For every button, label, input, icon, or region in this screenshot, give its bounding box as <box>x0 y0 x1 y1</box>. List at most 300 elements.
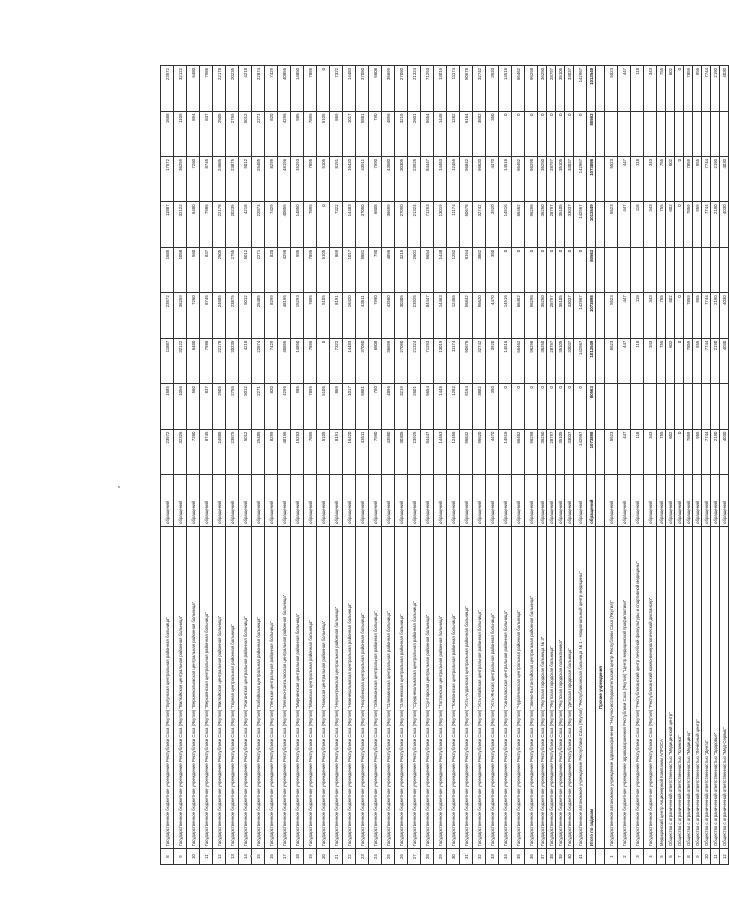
unit-cell: обращений <box>395 475 408 527</box>
value-cell: 7260 <box>187 156 200 201</box>
value-cell <box>666 384 675 429</box>
value-cell: 447 <box>618 202 631 247</box>
table-row <box>666 66 675 865</box>
value-cell <box>618 384 631 429</box>
value-cell: 28797 <box>547 156 556 201</box>
value-cell: 142967 <box>574 338 587 383</box>
row-number-cell: 37 <box>538 849 547 865</box>
value-cell: 36250 <box>538 293 547 338</box>
value-cell: 2505 <box>213 111 226 156</box>
table-row <box>434 66 447 865</box>
value-cell <box>675 247 684 292</box>
unit-cell: обращений <box>239 475 252 527</box>
row-number-cell: 10 <box>702 849 711 865</box>
value-cell <box>596 66 605 112</box>
value-cell: 2505 <box>213 247 226 292</box>
value-cell: 5105 <box>317 247 330 292</box>
institution-name-cell: Государственное бюджетное учреждение Республики Саха (Якутия) "Эвено-Бытантайская центральная районная больница" <box>525 526 538 848</box>
value-cell: 2190 <box>711 156 720 201</box>
value-cell: 350 <box>486 247 499 292</box>
value-cell: 0 <box>675 338 684 383</box>
value-cell: 5012 <box>239 384 252 429</box>
value-cell: 1448 <box>434 384 447 429</box>
row-number-cell: 35 <box>512 849 525 865</box>
table-row <box>239 66 252 865</box>
value-cell: 2271 <box>252 384 265 429</box>
value-cell: 4218 <box>239 66 252 112</box>
value-cell <box>693 111 702 156</box>
value-cell: 8745 <box>200 429 213 474</box>
value-cell: 118 <box>631 293 644 338</box>
value-cell: 96298 <box>525 202 538 247</box>
row-number-cell: 2 <box>618 849 631 865</box>
table-row <box>226 66 239 865</box>
unit-cell: обращений <box>460 475 473 527</box>
value-cell: 5523 <box>605 66 618 112</box>
unit-cell: обращений <box>408 475 421 527</box>
value-cell: 5012 <box>239 111 252 156</box>
value-cell: 1017 <box>343 384 356 429</box>
value-cell: 7859 <box>684 429 693 474</box>
value-cell: 2190 <box>711 202 720 247</box>
value-cell: 955 <box>693 202 702 247</box>
value-cell: 2271 <box>252 111 265 156</box>
value-cell: 8745 <box>200 156 213 201</box>
table-row <box>382 66 395 865</box>
value-cell: 16420 <box>343 156 356 201</box>
value-cell: 7895 <box>304 156 317 201</box>
table-row <box>395 66 408 865</box>
value-cell: 837 <box>200 247 213 292</box>
institution-name-cell: Государственное бюджетное учреждение Республики Саха (Якутия) "Сунтарская центральная районная больница" <box>421 526 434 848</box>
institution-name-cell: Государственное бюджетное учреждение Республики Саха (Якутия) "Томпонская центральная районная больница" <box>447 526 460 848</box>
value-cell: 447 <box>618 66 631 112</box>
value-cell: 13019 <box>434 338 447 383</box>
value-cell: 955 <box>693 66 702 112</box>
table-row <box>473 66 486 865</box>
value-cell: 33037 <box>565 156 574 201</box>
value-cell: 66462 <box>512 156 525 201</box>
value-cell: 56842 <box>460 293 473 338</box>
value-cell: 33037 <box>565 66 574 112</box>
value-cell: 6608 <box>369 66 382 112</box>
value-cell: 84447 <box>421 293 434 338</box>
table-row <box>556 66 565 865</box>
institution-name-cell: Государственное бюджетное учреждение Республики Саха (Якутия) "Оленекская центральная районная больница" <box>395 526 408 848</box>
value-cell <box>596 429 605 474</box>
value-cell: 32742 <box>473 66 486 112</box>
value-cell: 32122 <box>174 66 187 112</box>
value-cell: 4470 <box>486 156 499 201</box>
value-cell: 37050 <box>356 66 369 112</box>
value-cell: 560 <box>187 247 200 292</box>
unit-cell: обращений <box>565 475 574 527</box>
unit-cell: обращений <box>587 475 596 527</box>
value-cell: 15293 <box>291 293 304 338</box>
unit-cell: обращений <box>421 475 434 527</box>
value-cell: 2505 <box>213 384 226 429</box>
value-cell: 0 <box>512 384 525 429</box>
table-row <box>538 66 547 865</box>
value-cell: 7990 <box>369 429 382 474</box>
value-cell: 36699 <box>382 202 395 247</box>
value-cell: 5654 <box>421 384 434 429</box>
value-cell: 7429 <box>265 338 278 383</box>
value-cell: 35105 <box>556 202 565 247</box>
table-row <box>447 66 460 865</box>
row-number-cell: 4 <box>644 849 657 865</box>
value-cell: 7744 <box>702 338 711 383</box>
institution-name-cell: Общество с ограниченной ответственностью "Здоровье" <box>711 526 720 848</box>
value-cell: 14483 <box>343 338 356 383</box>
row-number-cell: 38 <box>547 849 556 865</box>
institution-name-cell: Государственное бюджетное учреждение Республики Саха (Якутия) "Республиканский центр лечебной физкультуры и спортивной медицины" <box>631 526 644 848</box>
value-cell: 96620 <box>473 429 486 474</box>
value-cell: 0 <box>525 111 538 156</box>
value-cell: 5012 <box>239 293 252 338</box>
value-cell: 2271 <box>252 247 265 292</box>
value-cell: 602 <box>666 429 675 474</box>
institution-name-cell: Государственное бюджетное учреждение Республики Саха (Якутия) "Усть-Янская центральная районная больница" <box>486 526 499 848</box>
value-cell: 0 <box>574 384 587 429</box>
value-cell: 7859 <box>684 293 693 338</box>
value-cell: 12456 <box>447 429 460 474</box>
value-cell: 22178 <box>213 338 226 383</box>
value-cell: 350 <box>486 384 499 429</box>
row-number-cell: 15 <box>252 849 265 865</box>
value-cell: 0 <box>499 247 512 292</box>
value-cell: 820 <box>265 247 278 292</box>
value-cell: 142967 <box>574 202 587 247</box>
value-cell: 14516 <box>499 202 512 247</box>
unit-cell: обращений <box>711 475 720 527</box>
value-cell: 11174 <box>447 338 460 383</box>
row-number-cell: 21 <box>330 849 343 865</box>
value-cell <box>657 111 666 156</box>
value-cell: 22874 <box>252 338 265 383</box>
institution-name-cell: Государственное бюджетное учреждение Республики Саха (Якутия) "Якутская городская больница" <box>547 526 556 848</box>
row-number-cell: 23 <box>356 849 369 865</box>
value-cell: 5654 <box>421 111 434 156</box>
institution-name-cell: Общество с ограниченной ответственностью "Медицинский центр" <box>666 526 675 848</box>
value-cell: 5105 <box>317 293 330 338</box>
value-cell: 118 <box>631 338 644 383</box>
institution-name-cell: Государственное бюджетное учреждение Республики Саха (Якутия) "Булунская центральная районная больница" <box>161 526 174 848</box>
value-cell: 96298 <box>525 156 538 201</box>
unit-cell: обращений <box>512 475 525 527</box>
value-cell: 7744 <box>702 429 711 474</box>
value-cell: 1282 <box>447 384 460 429</box>
row-number-cell: 16 <box>265 849 278 865</box>
table-row <box>644 66 657 865</box>
value-cell: 4030 <box>720 293 729 338</box>
value-cell: 48196 <box>278 429 291 474</box>
data-table <box>160 65 729 865</box>
value-cell: 1017 <box>343 247 356 292</box>
value-cell <box>711 111 720 156</box>
value-cell: 27090 <box>395 202 408 247</box>
value-cell: 5523 <box>605 202 618 247</box>
value-cell: 40855 <box>278 66 291 112</box>
unit-cell: обращений <box>278 475 291 527</box>
value-cell <box>596 384 605 429</box>
value-cell: 5523 <box>605 156 618 201</box>
value-cell: 5881 <box>356 384 369 429</box>
value-cell: 985 <box>291 384 304 429</box>
value-cell: 755 <box>657 338 666 383</box>
institution-name-cell: Государственное бюджетное учреждение Республики Саха (Якутия) "Усть-Алданская центральная районная больница" <box>460 526 473 848</box>
row-number-cell: 9 <box>174 849 187 865</box>
unit-cell: обращений <box>356 475 369 527</box>
value-cell: 80563 <box>587 111 596 156</box>
row-number-cell <box>587 849 596 865</box>
institution-name-cell: Государственное бюджетное учреждение Республики Саха (Якутия) "Среднеколымская центральная районная больница" <box>408 526 421 848</box>
value-cell <box>605 247 618 292</box>
institution-name-cell: Общество с ограниченной ответственностью "Дента" <box>702 526 711 848</box>
value-cell: 118 <box>631 429 644 474</box>
value-cell: 14463 <box>434 429 447 474</box>
value-cell: 5523 <box>605 338 618 383</box>
value-cell: 28797 <box>547 202 556 247</box>
table-row <box>421 66 434 865</box>
row-number-cell: 28 <box>421 849 434 865</box>
institution-name-cell: Государственное бюджетное учреждение Республики Саха (Якутия) "Таттинская центральная районная больница" <box>434 526 447 848</box>
value-cell: 5105 <box>317 384 330 429</box>
value-cell: 20235 <box>226 338 239 383</box>
value-cell <box>657 247 666 292</box>
value-cell: 6480 <box>187 338 200 383</box>
value-cell: 30305 <box>395 429 408 474</box>
value-cell <box>720 111 729 156</box>
value-cell: 2601 <box>408 247 421 292</box>
unit-cell: обращений <box>525 475 538 527</box>
value-cell: 25485 <box>252 156 265 201</box>
value-cell: 7859 <box>684 66 693 112</box>
value-cell: 23572 <box>161 293 174 338</box>
value-cell: 11887 <box>161 202 174 247</box>
value-cell: 7859 <box>684 338 693 383</box>
table-row <box>486 66 499 865</box>
unit-cell: обращений <box>187 475 200 527</box>
value-cell: 0 <box>547 247 556 292</box>
value-cell: 5105 <box>317 156 330 201</box>
institution-name-cell: Государственное бюджетное учреждение Республики Саха (Якутия) "Нюрбинская центральная районная больница" <box>356 526 369 848</box>
row-number-cell <box>596 849 605 865</box>
value-cell: 2190 <box>711 338 720 383</box>
table-row <box>408 66 421 865</box>
row-number-cell: 6 <box>666 849 675 865</box>
table-row <box>174 66 187 865</box>
row-number-cell: 22 <box>343 849 356 865</box>
value-cell: 23925 <box>408 156 421 201</box>
value-cell: 80563 <box>587 384 596 429</box>
value-cell <box>675 384 684 429</box>
value-cell: 5523 <box>605 293 618 338</box>
value-cell: 25485 <box>252 429 265 474</box>
value-cell: 96620 <box>473 293 486 338</box>
value-cell: 790 <box>369 384 382 429</box>
value-cell: 985 <box>291 111 304 156</box>
value-cell <box>666 111 675 156</box>
institution-name-cell: Государственное бюджетное учреждение Республики Саха (Якутия) "Намская центральная районная больница" <box>317 526 330 848</box>
row-number-cell: 14 <box>239 849 252 865</box>
value-cell: 50678 <box>460 66 473 112</box>
unit-cell: обращений <box>605 475 618 527</box>
value-cell: 36250 <box>538 338 547 383</box>
table-row <box>304 66 317 865</box>
value-cell: 11174 <box>447 202 460 247</box>
value-cell: 3920 <box>486 202 499 247</box>
scan-speck <box>250 855 252 857</box>
value-cell: 7859 <box>684 156 693 201</box>
row-number-cell: 8 <box>161 849 174 865</box>
row-number-cell: 29 <box>434 849 447 865</box>
unit-cell: обращений <box>693 475 702 527</box>
value-cell: 118 <box>631 66 644 112</box>
row-number-cell: 34 <box>499 849 512 865</box>
value-cell: 23875 <box>226 293 239 338</box>
value-cell: 955 <box>693 429 702 474</box>
value-cell: 5654 <box>421 247 434 292</box>
value-cell: 14516 <box>499 429 512 474</box>
unit-cell: обращений <box>644 475 657 527</box>
value-cell: 7895 <box>304 247 317 292</box>
value-cell: 32742 <box>473 202 486 247</box>
unit-cell: обращений <box>434 475 447 527</box>
table-row <box>587 66 596 865</box>
value-cell: 11887 <box>161 338 174 383</box>
value-cell: 6608 <box>369 338 382 383</box>
value-cell: 837 <box>200 384 213 429</box>
value-cell: 5105 <box>317 429 330 474</box>
table-row <box>596 66 605 865</box>
table-row <box>330 66 343 865</box>
value-cell: 36250 <box>538 429 547 474</box>
value-cell: 28797 <box>547 338 556 383</box>
value-cell: 21324 <box>408 338 421 383</box>
value-cell: 66462 <box>512 338 525 383</box>
value-cell: 0 <box>556 384 565 429</box>
value-cell: 66462 <box>512 429 525 474</box>
value-cell: 14483 <box>343 202 356 247</box>
value-cell: 4218 <box>239 338 252 383</box>
value-cell: 0 <box>538 384 547 429</box>
value-cell: 7260 <box>187 293 200 338</box>
value-cell: 4030 <box>720 156 729 201</box>
value-cell: 48196 <box>278 293 291 338</box>
table-row <box>213 66 226 865</box>
value-cell: 0 <box>556 111 565 156</box>
unit-cell: обращений <box>317 475 330 527</box>
value-cell <box>644 384 657 429</box>
value-cell: 142967 <box>574 66 587 112</box>
unit-cell: обращений <box>547 475 556 527</box>
value-cell: 8191 <box>330 293 343 338</box>
value-cell: 12456 <box>447 156 460 201</box>
row-number-cell: 7 <box>675 849 684 865</box>
row-number-cell: 26 <box>395 849 408 865</box>
value-cell: 66462 <box>512 202 525 247</box>
value-cell: 7895 <box>304 202 317 247</box>
value-cell: 3882 <box>473 247 486 292</box>
value-cell: 1013549 <box>587 338 596 383</box>
value-cell: 8299 <box>265 293 278 338</box>
value-cell: 0 <box>556 247 565 292</box>
value-cell <box>657 384 666 429</box>
unit-cell: обращений <box>382 475 395 527</box>
value-cell: 447 <box>618 338 631 383</box>
value-cell: 96620 <box>473 156 486 201</box>
value-cell: 15293 <box>291 156 304 201</box>
value-cell <box>596 156 605 201</box>
table-row <box>317 66 330 865</box>
value-cell: 0 <box>512 111 525 156</box>
row-number-cell: 11 <box>711 849 720 865</box>
value-cell: 15293 <box>291 429 304 474</box>
institution-name-cell: Государственное бюджетное учреждение Республики Саха (Якутия) "Якутская городская больница № 3" <box>538 526 547 848</box>
value-cell <box>702 247 711 292</box>
institution-name-cell: Итого по задачам <box>587 526 596 848</box>
value-cell: 4896 <box>382 111 395 156</box>
row-number-cell: 39 <box>556 849 565 865</box>
row-number-cell: 30 <box>447 849 460 865</box>
value-cell: 14850 <box>291 338 304 383</box>
value-cell: 343 <box>644 338 657 383</box>
value-cell: 7429 <box>265 66 278 112</box>
value-cell: 7322 <box>330 66 343 112</box>
value-cell: 447 <box>618 293 631 338</box>
value-cell: 66462 <box>512 66 525 112</box>
value-cell <box>618 247 631 292</box>
value-cell: 2601 <box>408 111 421 156</box>
value-cell: 343 <box>644 202 657 247</box>
value-cell: 0 <box>565 384 574 429</box>
institution-name-cell: Государственное бюджетное учреждение Республики Саха (Якутия) "Чурапчинская центральная районная больница" <box>512 526 525 848</box>
value-cell: 4896 <box>382 247 395 292</box>
value-cell: 71293 <box>421 338 434 383</box>
value-cell: 1282 <box>447 111 460 156</box>
value-cell: 43511 <box>356 156 369 201</box>
unit-cell: обращений <box>657 475 666 527</box>
value-cell: 4218 <box>239 202 252 247</box>
value-cell: 0 <box>675 156 684 201</box>
unit-cell: обращений <box>574 475 587 527</box>
value-cell: 8191 <box>330 429 343 474</box>
value-cell: 955 <box>693 338 702 383</box>
value-cell: 1073898 <box>587 429 596 474</box>
value-cell: 2755 <box>226 384 239 429</box>
value-cell: 755 <box>657 293 666 338</box>
value-cell: 4030 <box>720 429 729 474</box>
unit-cell: обращений <box>265 475 278 527</box>
value-cell: 0 <box>525 384 538 429</box>
value-cell: 955 <box>693 293 702 338</box>
value-cell: 28797 <box>547 66 556 112</box>
value-cell: 35105 <box>556 429 565 474</box>
value-cell: 33037 <box>565 293 574 338</box>
value-cell: 7986 <box>200 66 213 112</box>
table-row <box>252 66 265 865</box>
table-row <box>525 66 538 865</box>
value-cell: 12456 <box>447 293 460 338</box>
value-cell: 6164 <box>460 111 473 156</box>
table-row <box>499 66 512 865</box>
value-cell: 6164 <box>460 384 473 429</box>
institution-name-cell: Общество с ограниченной ответственностью "Лечебный центр" <box>693 526 702 848</box>
value-cell: 3882 <box>473 111 486 156</box>
value-cell: 17572 <box>161 156 174 201</box>
value-cell: 0 <box>317 202 330 247</box>
